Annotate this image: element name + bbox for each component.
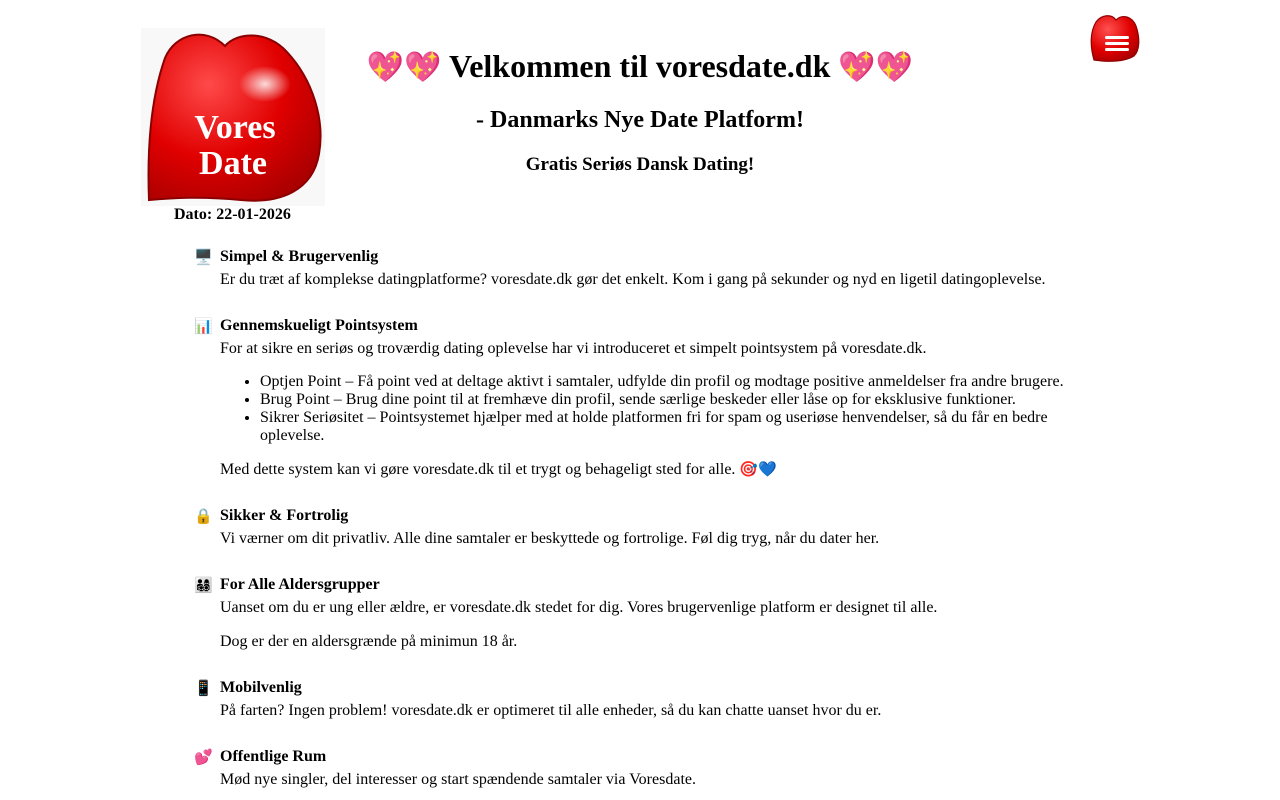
points-outro: Med dette system kan vi gøre voresdate.dk til et trygt og behageligt sted for alle. <box>220 461 736 478</box>
page-tagline: Gratis Seriøs Dansk Dating! <box>525 154 755 175</box>
feature-title: Mobilvenlig <box>220 679 302 696</box>
feature-text: For at sikre en seriøs og troværdig dating oplevelse har vi introduceret et simpelt pointsystem på voresdate.dk. <box>220 340 927 357</box>
lock-icon: 🔒 <box>194 507 213 525</box>
points-list <box>220 373 1084 445</box>
date-line: Dato: 22-01-2026 <box>174 206 291 223</box>
feature-all-ages <box>194 574 1084 652</box>
feature-text: Dog er der en aldersgrænde på minimun 18 år. <box>220 633 518 650</box>
family-icon: 👨‍👩‍👧‍👦 <box>194 576 213 594</box>
sparkling-hearts-icon: 💖💖 <box>838 50 914 85</box>
feature-text: Uanset om du er ung eller ældre, er voresdate.dk stedet for dig. Vores brugervenlige platform er designet til alle. <box>220 599 938 616</box>
feature-simple <box>194 246 1084 290</box>
bar-chart-icon: 📊 <box>194 317 213 335</box>
feature-public-rooms <box>194 746 1084 790</box>
heart-menu-icon <box>1088 12 1140 64</box>
sparkling-hearts-icon: 💖💖 <box>366 50 442 85</box>
feature-title: Gennemskueligt Pointsystem <box>220 317 418 334</box>
logo-text-line1: Vores <box>194 109 276 146</box>
feature-points <box>194 315 1084 480</box>
list-item: • Brug Point – Brug dine point til at fremhæve din profil, sende særlige beskeder eller låse op for eksklusive funktioner. <box>260 391 1084 409</box>
page-title <box>330 44 950 90</box>
mobile-phone-icon: 📱 <box>194 679 213 697</box>
feature-text <box>220 459 1084 480</box>
page-subtitle: - Danmarks Nye Date Platform! <box>476 107 804 133</box>
logo-text-line2: Date <box>199 145 267 182</box>
list-item: • Optjen Point – Få point ved at deltage aktivt i samtaler, udfylde din profil og modtage positive anmeldelser fra andre brugere. <box>260 373 1084 391</box>
menu-button[interactable] <box>1088 12 1140 64</box>
feature-title: For Alle Aldersgrupper <box>220 576 380 593</box>
page-title-text: Velkommen til voresdate.dk <box>449 48 831 84</box>
feature-list <box>194 246 1084 800</box>
list-item: • Sikrer Seriøsitet – Pointsystemet hjælper med at holde platformen fri for spam og useriøse henvendelser, så du får en bedre oplevelse. <box>260 409 1084 445</box>
voresdate-logo[interactable] <box>141 28 325 206</box>
desktop-computer-icon: 🖥️ <box>194 248 213 266</box>
feature-title: Sikker & Fortrolig <box>220 507 349 524</box>
feature-text: Vi værner om dit privatliv. Alle dine samtaler er beskyttede og fortrolige. Føl dig tryg, når du dater her. <box>220 530 880 547</box>
feature-title: Offentlige Rum <box>220 748 327 765</box>
feature-text: Er du træt af komplekse datingplatforme? voresdate.dk gør det enkelt. Kom i gang på sekunder og nyd en ligetil datingoplevelse. <box>220 271 1046 288</box>
feature-text: På farten? Ingen problem! voresdate.dk er optimeret til alle enheder, så du kan chatte uanset hvor du er. <box>220 702 882 719</box>
feature-text: Mød nye singler, del interesser og start spændende samtaler via Voresdate. <box>220 771 696 788</box>
feature-title: Simpel & Brugervenlig <box>220 248 379 265</box>
feature-mobile <box>194 677 1084 721</box>
feature-secure <box>194 505 1084 549</box>
two-hearts-icon: 💕 <box>194 748 213 766</box>
heart-logo-icon <box>141 28 325 206</box>
target-heart-icon: 🎯💙 <box>739 460 777 478</box>
